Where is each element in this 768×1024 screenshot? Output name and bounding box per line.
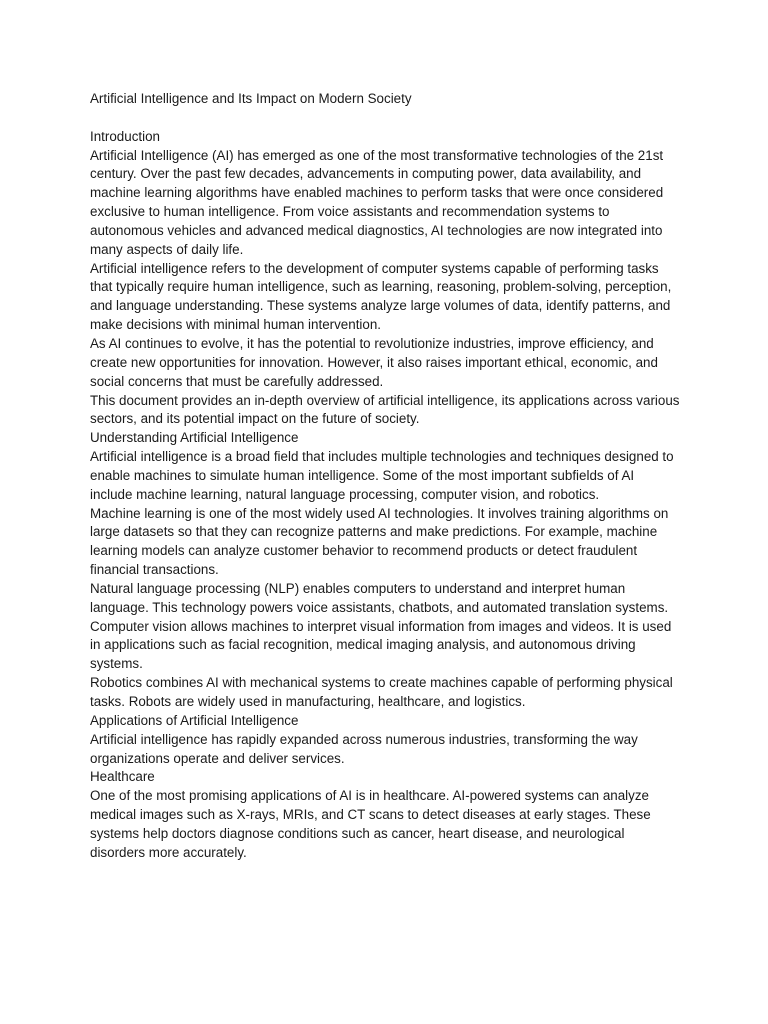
document-title: Artificial Intelligence and Its Impact on Modern Society — [90, 91, 412, 106]
paragraph: Artificial intelligence has rapidly expanded across numerous industries, transforming the way organizations operate and deliver services. — [90, 731, 638, 766]
document-body — [90, 90, 680, 863]
paragraph: As AI continues to evolve, it has the potential to revolutionize industries, improve efficiency, and create new opportunities for innovation. However, it also raises important ethical, economic, and social concerns that must be carefully addressed. — [90, 335, 658, 389]
paragraph: This document provides an in-depth overview of artificial intelligence, its applications across various sectors, and its potential impact on the future of society. — [90, 392, 680, 427]
paragraph: Robotics combines AI with mechanical systems to create machines capable of performing physical tasks. Robots are widely used in manufacturing, healthcare, and logistics. — [90, 675, 673, 709]
section-heading-healthcare: Healthcare — [90, 769, 155, 785]
paragraph: Artificial intelligence refers to the development of computer systems capable of performing tasks that typically require human intelligence, such as learning, reasoning, problem-solving, perception, and language understanding. These systems analyze large volumes of data, identify patterns, and make decisions with minimal human intervention. — [90, 260, 672, 333]
section-heading-introduction: Introduction — [90, 128, 160, 144]
paragraph: Artificial intelligence is a broad field that includes multiple technologies and techniques designed to enable machines to simulate human intelligence. Some of the most important subfields of AI include machine learning, natural language processing, computer vision, and robotics. — [90, 449, 674, 502]
paragraph: Machine learning is one of the most widely used AI technologies. It involves training algorithms on large datasets so that they can recognize patterns and make predictions. For example, machine learning models can analyze customer behavior to recommend products or detect fraudulent financial transactions. — [90, 505, 669, 578]
paragraph: Computer vision allows machines to interpret visual information from images and videos. It is used in applications such as facial recognition, medical imaging analysis, and autonomous driving systems. — [90, 618, 672, 672]
paragraph: Natural language processing (NLP) enables computers to understand and interpret human language. This technology powers voice assistants, chatbots, and automated translation systems. — [90, 580, 669, 615]
section-heading-understanding-ai: Understanding Artificial Intelligence — [90, 430, 299, 446]
section-heading-applications: Applications of Artificial Intelligence — [90, 712, 299, 728]
paragraph: One of the most promising applications of AI is in healthcare. AI-powered systems can analyze medical images such as X-rays, MRIs, and CT scans to detect diseases at early stages. These systems help doctors diagnose conditions such as cancer, heart disease, and neurological disorders more accurately. — [90, 788, 651, 860]
paragraph: Artificial Intelligence (AI) has emerged as one of the most transformative technologies of the 21st century. Over the past few decades, advancements in computing power, data availability, and machine learning algorithms have enabled machines to perform tasks that were once considered exclusive to human intelligence. From voice assistants and recommendation systems to autonomous vehicles and advanced medical diagnostics, AI technologies are now integrated into many aspects of daily life. — [90, 147, 664, 257]
